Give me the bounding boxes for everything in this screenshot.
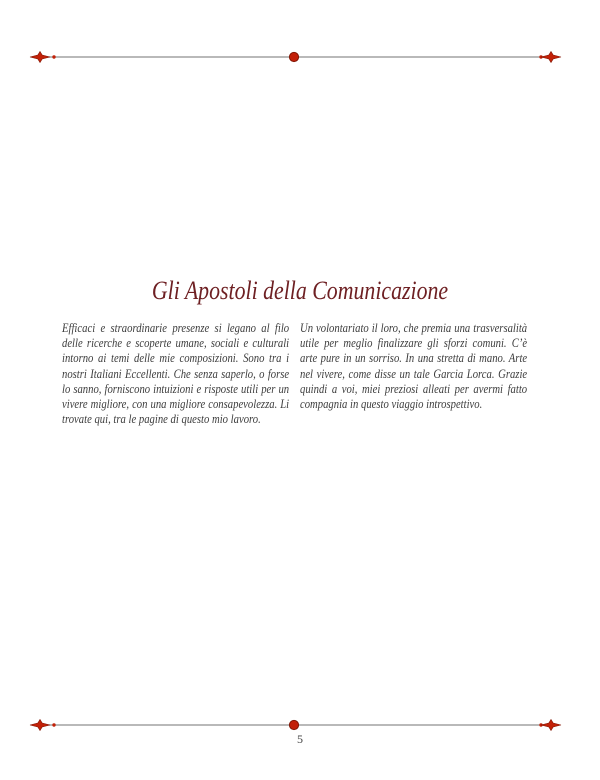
body-column-left: Efficaci e straordinarie presenze si legano al filo delle ricerche e scoperte umane, sociali e culturali intorno ai temi delle mie composizioni. Sono tra i nostri Italiani Eccellenti. Che senza saperlo, o forse lo sanno, forniscono intuizioni e risposte utili per un vivere migliore, con una migliore consapevolezza. Li trovate qui, tra le pagine di questo mio lavoro.	[62, 320, 290, 427]
page-number: 5	[297, 732, 303, 746]
decorative-rule-top	[0, 49, 600, 65]
divider-ornament-icon	[0, 717, 600, 733]
divider-ornament-icon	[0, 49, 600, 65]
chapter-title: Gli Apostoli della Comunicazione	[151, 276, 449, 305]
decorative-rule-bottom	[0, 717, 600, 733]
body-column-right: Un volontariato il loro, che premia una trasversalità utile per meglio finalizzare gli sforzi comuni. C’è arte pure in un sorriso. In una stretta di mano. Arte nel vivere, come disse un tale Garcia Lorca. Grazie quindi a voi, miei preziosi alleati per avermi fatto compagnia in questo viaggio introspettivo.	[300, 320, 528, 412]
